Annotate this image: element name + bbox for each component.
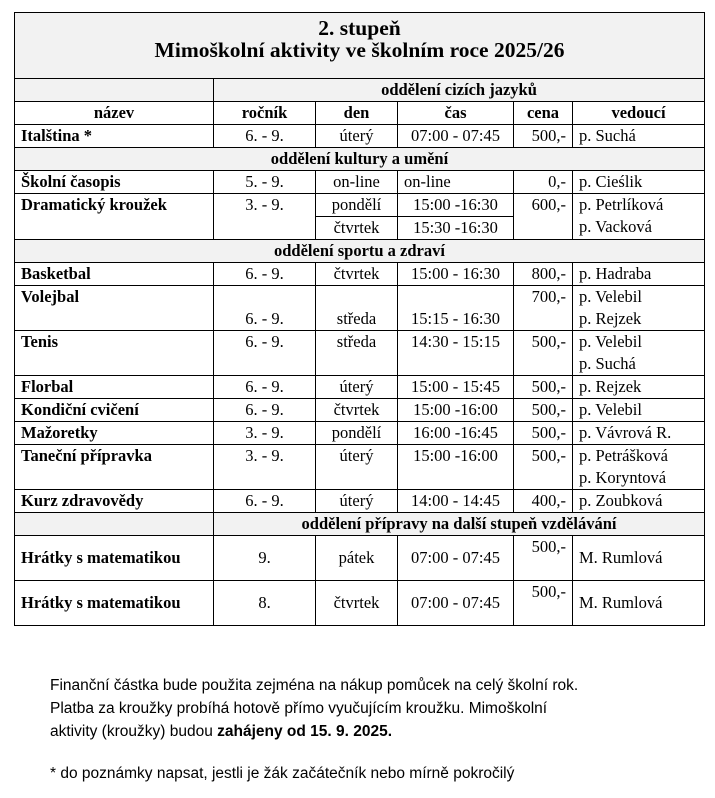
activity-time: 15:15 - 16:30 <box>398 286 514 331</box>
section-prep: oddělení přípravy na další stupeň vzdělávání <box>214 513 705 536</box>
activity-price: 500,- <box>514 331 573 376</box>
activity-price: 400,- <box>514 490 573 513</box>
activity-day: středa <box>316 331 398 376</box>
activity-day: úterý <box>316 445 398 490</box>
activity-price: 500,- <box>514 125 573 148</box>
activity-grade: 6. - 9. <box>214 490 316 513</box>
activity-name: Mažoretky <box>15 422 214 445</box>
activity-day: pátek <box>316 536 398 581</box>
activity-grade: 6. - 9. <box>214 331 316 376</box>
activity-name: Taneční přípravka <box>15 445 214 490</box>
activity-name: Hrátky s matematikou <box>15 536 214 581</box>
activity-price: 500,- <box>514 399 573 422</box>
header-day: den <box>316 102 398 125</box>
activity-leader: p. Zoubková <box>573 490 705 513</box>
activity-leader: p. Velebil <box>573 399 705 422</box>
activity-day: čtvrtek <box>316 263 398 286</box>
activity-name: Tenis <box>15 331 214 376</box>
header-leader: vedoucí <box>573 102 705 125</box>
activity-time: 07:00 - 07:45 <box>398 581 514 626</box>
table-row <box>15 125 705 148</box>
activity-name: Kondiční cvičení <box>15 399 214 422</box>
table-row <box>15 581 705 626</box>
activity-leader <box>573 194 705 240</box>
activity-day: pondělí <box>316 422 398 445</box>
activity-time: 07:00 - 07:45 <box>398 125 514 148</box>
leader-line: p. Koryntová <box>579 468 667 487</box>
activity-time: 16:00 -16:45 <box>398 422 514 445</box>
leader-line: p. Petrášková <box>579 446 668 465</box>
activity-grade: 3. - 9. <box>214 194 316 240</box>
activity-leader: p. Vávrová R. <box>573 422 705 445</box>
activity-time: 14:00 - 14:45 <box>398 490 514 513</box>
table-row <box>15 331 705 376</box>
activity-name: Italština * <box>15 125 214 148</box>
activity-time: 15:00 - 16:30 <box>398 263 514 286</box>
footnote: * do poznámky napsat, jestli je žák začátečník nebo mírně pokročilý <box>50 765 515 782</box>
activity-day: úterý <box>316 376 398 399</box>
activity-time: 15:00 -16:00 <box>398 399 514 422</box>
activity-price: 600,- <box>514 194 573 240</box>
header-name: název <box>15 102 214 125</box>
table-row <box>15 422 705 445</box>
note-line <box>50 720 578 743</box>
activity-leader: M. Rumlová <box>573 581 705 626</box>
section-sport: oddělení sportu a zdraví <box>15 240 705 263</box>
activity-leader: p. Suchá <box>573 125 705 148</box>
activity-day: úterý <box>316 125 398 148</box>
activity-time: 14:30 - 15:15 <box>398 331 514 376</box>
activity-day: středa <box>316 286 398 331</box>
activity-name: Basketbal <box>15 263 214 286</box>
activity-grade: 3. - 9. <box>214 445 316 490</box>
activity-name: Školní časopis <box>15 171 214 194</box>
blank-cell <box>15 79 214 102</box>
table-row <box>15 399 705 422</box>
activity-time: 15:00 - 15:45 <box>398 376 514 399</box>
activity-leader: M. Rumlová <box>573 536 705 581</box>
activity-day: pondělí <box>316 194 398 217</box>
activity-time: 15:30 -16:30 <box>398 217 514 240</box>
activity-grade: 6. - 9. <box>214 125 316 148</box>
title-line-1: 2. stupeň <box>318 16 401 40</box>
activity-name: Hrátky s matematikou <box>15 581 214 626</box>
table-row <box>15 445 705 490</box>
header-time: čas <box>398 102 514 125</box>
activity-grade: 8. <box>214 581 316 626</box>
activity-grade: 6. - 9. <box>214 286 316 331</box>
table-row <box>15 194 705 217</box>
activity-grade: 6. - 9. <box>214 263 316 286</box>
activity-leader <box>573 331 705 376</box>
header-grade: ročník <box>214 102 316 125</box>
activity-name: Volejbal <box>15 286 214 331</box>
section-languages: oddělení cizích jazyků <box>214 79 705 102</box>
activity-price: 500,- <box>514 445 573 490</box>
activity-grade: 9. <box>214 536 316 581</box>
note-line: Platba za kroužky probíhá hotově přímo vyučujícím kroužku. Mimoškolní <box>50 700 548 717</box>
activity-name: Dramatický kroužek <box>15 194 214 240</box>
activity-time: 15:00 -16:30 <box>398 194 514 217</box>
start-date: zahájeny od 15. 9. 2025. <box>217 723 393 740</box>
table-row <box>15 490 705 513</box>
activity-grade: 3. - 9. <box>214 422 316 445</box>
leader-line: p. Petrlíková <box>579 195 664 214</box>
activity-grade: 5. - 9. <box>214 171 316 194</box>
table-row <box>15 376 705 399</box>
activity-day: on-line <box>316 171 398 194</box>
activity-price: 500,- <box>514 376 573 399</box>
activity-name: Florbal <box>15 376 214 399</box>
table-row <box>15 171 705 194</box>
activity-day: úterý <box>316 490 398 513</box>
activity-name: Kurz zdravovědy <box>15 490 214 513</box>
leader-line: p. Velebil <box>579 287 642 306</box>
payment-notes <box>50 674 578 743</box>
activity-price: 500,- <box>514 581 573 626</box>
table-title <box>15 13 705 79</box>
note-text: aktivity (kroužky) budou <box>50 723 218 740</box>
section-culture: oddělení kultury a umění <box>15 148 705 171</box>
leader-line: p. Velebil <box>579 332 642 351</box>
activity-time: on-line <box>398 171 514 194</box>
activity-leader: p. Rejzek <box>573 376 705 399</box>
activity-day: čtvrtek <box>316 399 398 422</box>
leader-line: p. Vacková <box>579 217 653 236</box>
activity-grade: 6. - 9. <box>214 376 316 399</box>
activity-time: 07:00 - 07:45 <box>398 536 514 581</box>
table-row <box>15 286 705 331</box>
activity-price: 0,- <box>514 171 573 194</box>
activity-day: čtvrtek <box>316 217 398 240</box>
header-price: cena <box>514 102 573 125</box>
title-line-2: Mimoškolní aktivity ve školním roce 2025/26 <box>154 38 565 62</box>
activity-price: 700,- <box>514 286 573 331</box>
table-row <box>15 536 705 581</box>
activity-price: 800,- <box>514 263 573 286</box>
activity-leader: p. Hadraba <box>573 263 705 286</box>
activities-table <box>14 12 705 626</box>
activity-leader: p. Cieślik <box>573 171 705 194</box>
header-row <box>15 102 705 125</box>
activity-day: čtvrtek <box>316 581 398 626</box>
activity-time: 15:00 -16:00 <box>398 445 514 490</box>
activity-grade: 6. - 9. <box>214 399 316 422</box>
leader-line: p. Rejzek <box>579 309 642 328</box>
activity-leader <box>573 286 705 331</box>
activity-price: 500,- <box>514 422 573 445</box>
leader-line: p. Suchá <box>579 354 636 373</box>
note-line: Finanční částka bude použita zejména na nákup pomůcek na celý školní rok. <box>50 677 579 694</box>
table-row <box>15 263 705 286</box>
activity-price: 500,- <box>514 536 573 581</box>
activity-leader <box>573 445 705 490</box>
blank-cell <box>15 513 214 536</box>
